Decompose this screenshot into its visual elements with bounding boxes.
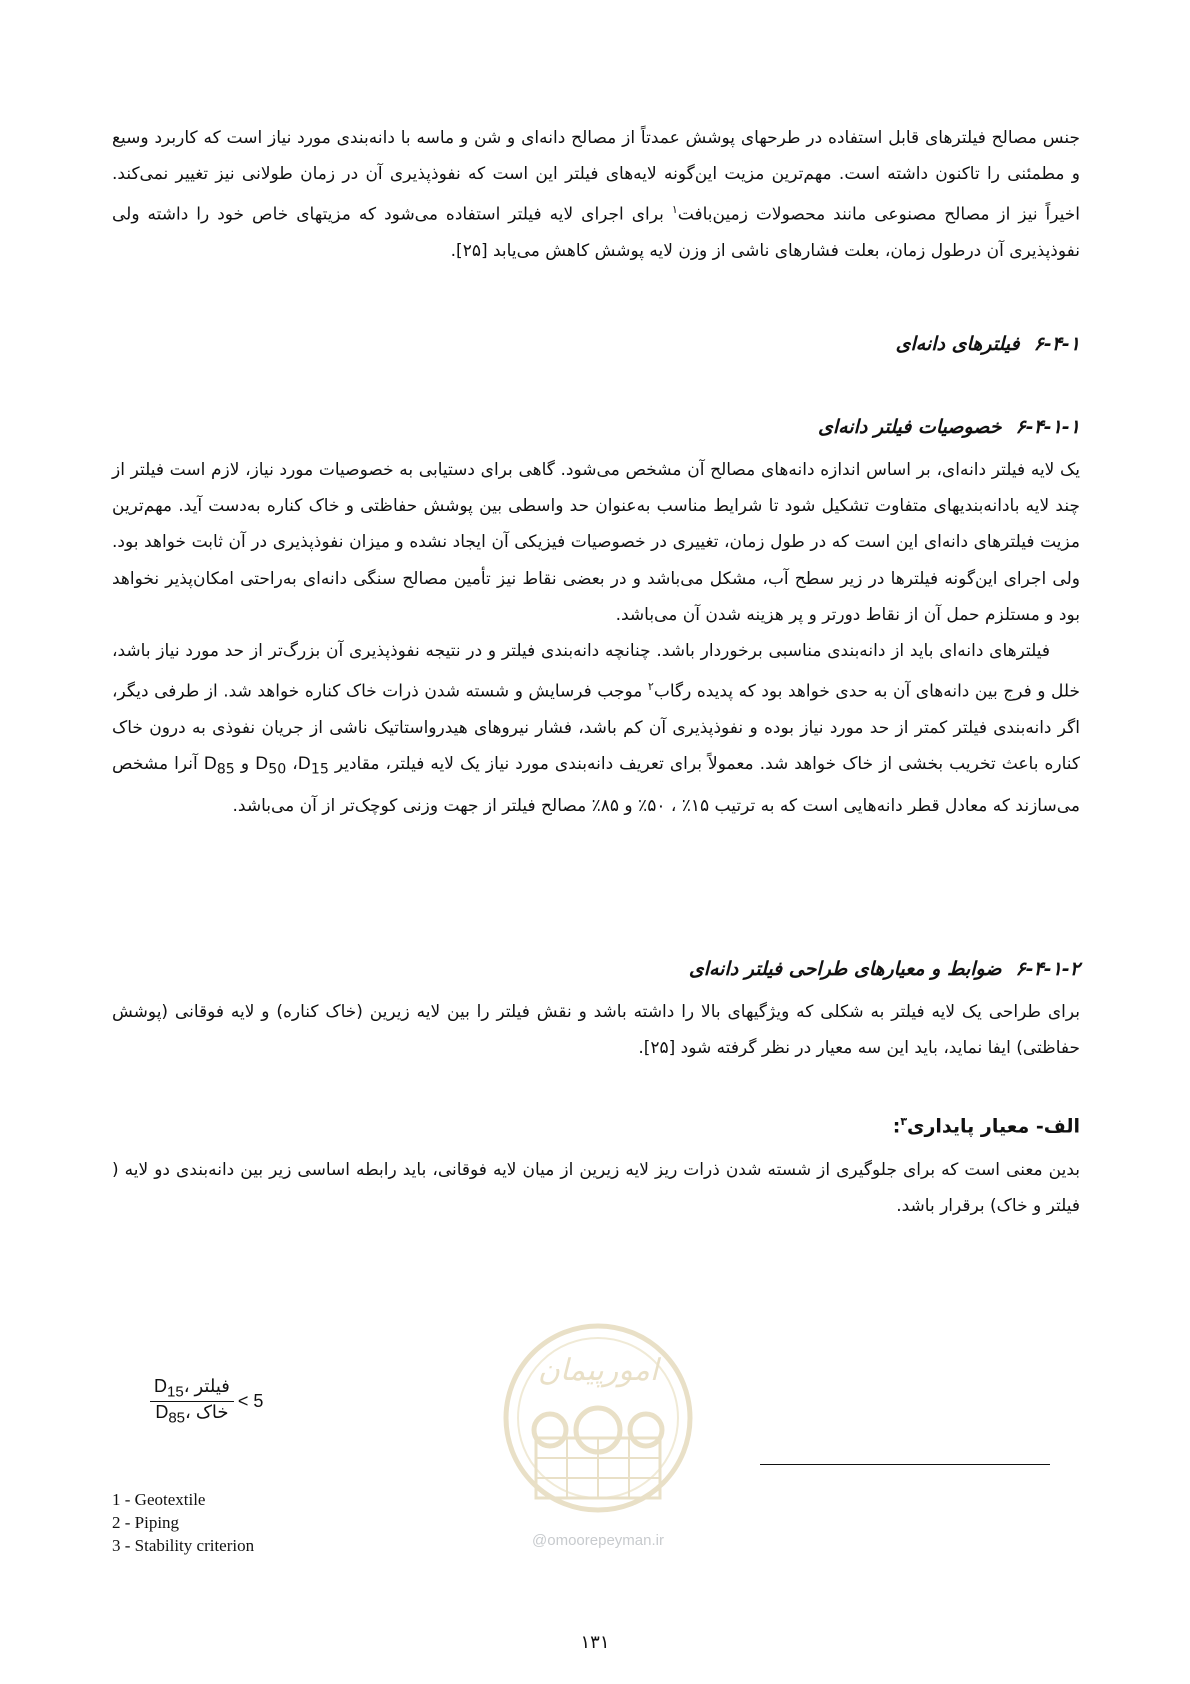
criterion-a-paragraph (112, 1152, 1080, 1224)
watermark-text: @omoorepeyman.ir (532, 1532, 664, 1549)
subsection-1-title: خصوصیات فیلتر دانه‌ای (818, 416, 1002, 438)
subsection-2-title: ضوابط و معیارهای طراحی فیلتر دانه‌ای (688, 958, 1002, 980)
intro-line-2: که کاربرد وسیع و مطمئنی را تاکنون داشته است. مهم‌ترین مزیت این‌گونه لایه‌های فیلتر این است که نفوذپذیری آن در زمان (112, 128, 1080, 185)
para2-text-b: موجب فرسایش و شسته شدن ذرات خاک کناره خواهد شد. از طرفی دیگر، اگر دانه‌بندی فیلتر کمتر از حد مورد نیاز بوده و نفوذپذیری آن کم باشد، فشار نیروهای هیدرواستاتیک ناشی از جریان نفوذی به درون خاک کناره باعث تخریب بخشی از خاک خواهد شد. معمولاً برای تعریف دانه‌بندی مورد نیاز یک لایه فیلتر، مقادیر (112, 681, 1081, 775)
watermark-logo (488, 1318, 708, 1558)
intro-paragraph (112, 120, 1080, 269)
subsection-heading-1 (112, 416, 1080, 438)
footnote-1: 1 - Geotextile (112, 1490, 206, 1509)
intro-line-4: مزیتهای خاص خود را داشته ولی نفوذپذیری آن درطول زمان، بعلت فشارهای ناشی از وزن لایه پوشش کاهش می‌یابد [۲۵]. (112, 205, 1080, 262)
subsection-1-paragraph-2 (112, 633, 1080, 824)
para2-text-a: فیلترهای دانه‌ای باید از دانه‌بندی مناسبی برخوردار باشد. چنانچه دانه‌بندی فیلتر و در نتیجه نفوذپذیری آن بزرگ‌تر از حد مورد نیاز باشد، خلل و فرج بین دانه‌های آن به حدی خواهد بود که پدیده رگاب (112, 641, 1080, 702)
footnote-ref-1: ۱ (671, 203, 678, 217)
footnote-ref-3: ۳ (900, 1115, 908, 1128)
criterion-a-heading (112, 1115, 1080, 1137)
subsection-2-number: ۶-۴-۱-۲ (1015, 958, 1080, 980)
intro-line-3: طولانی نیز تغییر نمی‌کند. اخیراً نیز از مصالح مصنوعی مانند محصولات زمین‌بافت (112, 164, 1080, 226)
criterion-a-colon: : (892, 1115, 901, 1138)
footnotes (112, 1488, 254, 1557)
svg-text:امورپیمان: امورپیمان (537, 1353, 659, 1388)
formula-denominator: $D_{85}،$ خاک (155, 1401, 229, 1427)
section-title: فیلترهای دانه‌ای (895, 333, 1020, 355)
subsection-1-number: ۶-۴-۱-۱ (1015, 416, 1080, 438)
formula-relation: < 5 (237, 1390, 264, 1411)
footnote-3: 3 - Stability criterion (112, 1536, 255, 1555)
watermark-seal-icon (488, 1318, 708, 1528)
footnote-2: 2 - Piping (112, 1513, 180, 1532)
section-heading (112, 333, 1080, 355)
d15-symbol: $D_{15}$ (297, 754, 329, 778)
subsection-1-paragraph-1-text: یک لایه فیلتر دانه‌ای، بر اساس اندازه دانه‌های مصالح آن مشخص می‌شود. گاهی برای دستیابی به خصوصیات مورد نیاز، لازم است فیلتر از چند لایه بادانه‌بندیهای متفاوت تشکیل شود تا شرایط مناسب به‌عنوان حد واسطی بین پوشش حفاظتی و خاک کناره به‌دست آید. مهم‌ترین مزیت فیلترهای دانه‌ای این است که در طول زمان، تغییری در خصوصیات فیزیکی آن ایجاد نشده و میزان نفوذپذیری در آن ثابت خواهد بود. ولی اجرای این‌گونه فیلترها در زیر سطح آب، مشکل می‌باشد و در بعضی نقاط نیز تأمین مصالح سنگی دانه‌ای به‌راحتی امکان‌پذیر نخواهد بود و مستلزم حمل آن از نقاط دورتر و پر هزینه شدن آن می‌باشد. (112, 460, 1080, 625)
formula-numerator: $D_{15}،$ فیلتر (150, 1376, 234, 1402)
section-number: ۶-۴-۱ (1033, 333, 1080, 355)
criterion-a-paragraph-text: بدین معنی است که برای جلوگیری از شسته شدن ذرات ریز لایه زیرین از میان لایه فوقانی، باید رابطه اساسی زیر بین دانه‌بندی دو لایه ( فیلتر و خاک) برقرار باشد. (112, 1160, 1080, 1217)
intro-line-1: جنس مصالح فیلترهای قابل استفاده در طرحهای پوشش عمدتاً از مصالح دانه‌ای و شن و ماسه با دانه‌بندی مورد نیاز است (226, 128, 1081, 148)
footnote-divider (760, 1464, 1050, 1465)
subsection-1-paragraph-1 (112, 452, 1080, 633)
sep-1: ، (286, 754, 298, 775)
formula-fraction (150, 1376, 234, 1426)
subsection-heading-2 (112, 958, 1080, 980)
subsection-2-paragraph (112, 994, 1080, 1066)
footnote-ref-2: ۲ (647, 680, 654, 694)
intro-line-3-cont: برای اجرای لایه فیلتر استفاده می‌شود که (358, 205, 672, 226)
d50-symbol: $D_{50}$ (255, 754, 287, 778)
subsection-2-paragraph-text: برای طراحی یک لایه فیلتر به شکلی که ویژگیهای بالا را داشته باشد و نقش فیلتر را بین لایه زیرین (خاک کناره) و لایه فوقانی (پوشش حفاظتی) ایفا نماید، باید این سه معیار در نظر گرفته شود [۲۵]. (112, 1002, 1080, 1059)
sep-2: و (234, 754, 256, 775)
para2-text-c: آنرا مشخص می‌سازند که معادل قطر دانه‌هایی است که به ترتیب ۱۵٪ ، ۵۰٪ و ۸۵٪ مصالح فیلتر از جهت وزنی کوچک‌تر از آن می‌باشد. (112, 754, 1080, 816)
criterion-a-title: الف- معیار پایداری (907, 1115, 1080, 1138)
stability-formula (150, 1376, 263, 1426)
d85-symbol: $D_{85}$ (203, 754, 235, 778)
page-number: ۱۳۱ (580, 1632, 610, 1653)
